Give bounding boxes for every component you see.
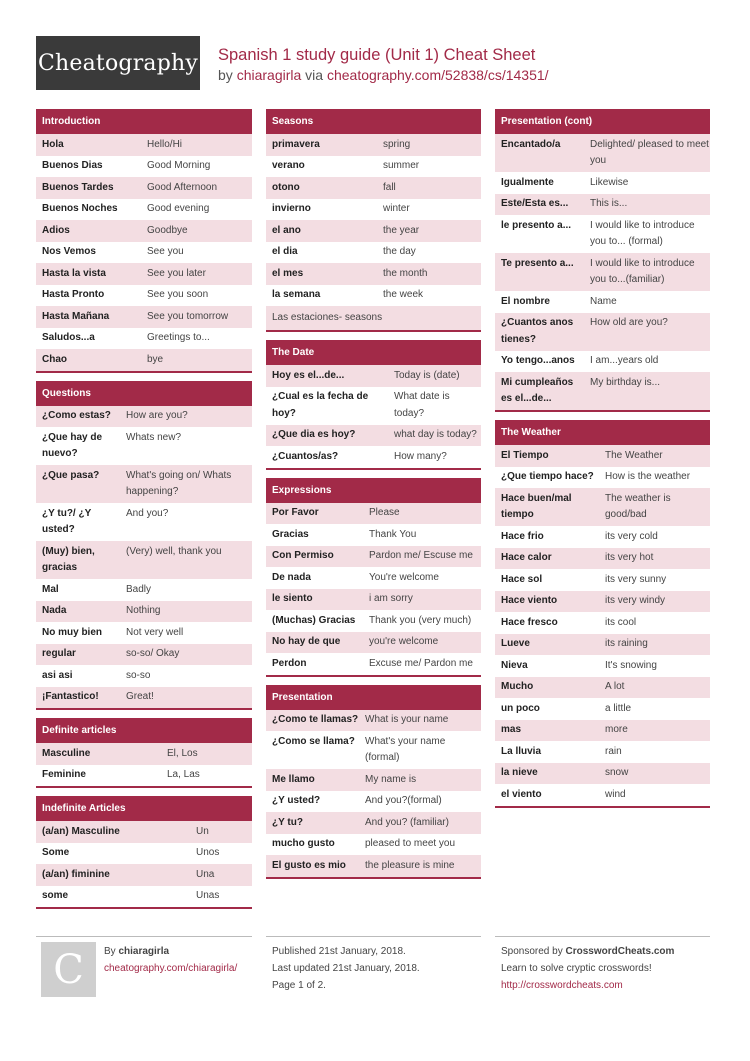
translation-cell: spring — [383, 138, 411, 150]
section-questions — [36, 381, 252, 711]
table-row — [495, 548, 710, 570]
table-row — [36, 465, 252, 503]
translation-cell: What is your name — [365, 714, 449, 725]
translation-cell: Unos — [196, 847, 220, 858]
section-title: Indefinite Articles — [36, 796, 252, 821]
term-cell: Perdon — [272, 657, 307, 669]
translation-cell: Delighted/ pleased to meet you — [590, 138, 709, 166]
translation-cell: rain — [605, 745, 622, 757]
term-cell: De nada — [272, 571, 311, 583]
translation-cell: fall — [383, 181, 396, 193]
table-row — [495, 569, 710, 591]
section-presentation — [266, 685, 481, 879]
translation-cell: summer — [383, 160, 420, 171]
table-row — [36, 406, 252, 428]
section-note: Las estaciones- seasons — [266, 306, 481, 330]
table-row — [36, 687, 252, 709]
section-indefinite-articles — [36, 796, 252, 909]
section-expressions — [266, 478, 481, 677]
term-cell: el viento — [501, 788, 542, 800]
translation-cell: Pardon me/ Escuse me — [369, 550, 473, 561]
table-row — [36, 328, 252, 350]
term-cell: Buenos Noches — [42, 203, 118, 214]
term-cell: El nombre — [501, 295, 550, 307]
column-2 — [266, 109, 481, 887]
term-cell: El gusto es mio — [272, 859, 346, 871]
footer-by-line — [104, 943, 252, 960]
translation-cell: Name — [590, 295, 617, 307]
table-row — [36, 134, 252, 156]
translation-cell: Whats new? — [126, 431, 182, 443]
term-cell: Hace calor — [501, 552, 552, 563]
term-cell: Encantado/a — [501, 138, 561, 150]
translation-cell: Greetings to... — [147, 332, 210, 343]
table-row — [266, 791, 481, 813]
table-row — [266, 589, 481, 611]
translation-cell: Please — [369, 507, 400, 518]
table-row — [266, 199, 481, 221]
table-row — [36, 263, 252, 285]
table-row — [36, 349, 252, 371]
table-row — [36, 644, 252, 666]
table-row — [36, 427, 252, 465]
translation-cell: Thank You — [369, 528, 417, 540]
table-row — [266, 524, 481, 546]
translation-cell: See you tomorrow — [147, 310, 229, 322]
translation-cell: What's going on/ Whats happening? — [126, 469, 232, 497]
table-row — [495, 655, 710, 677]
term-cell: mas — [501, 724, 522, 735]
term-cell: Igualmente — [501, 176, 554, 188]
term-cell: Hola — [42, 138, 64, 150]
sponsor-text: Learn to solve cryptic crosswords! — [501, 963, 652, 974]
translation-cell: How many? — [394, 450, 447, 462]
term-cell: ¿Que dia es hoy? — [272, 429, 356, 440]
table-row — [266, 834, 481, 856]
table-row — [266, 387, 481, 425]
author-profile-link[interactable]: cheatography.com/chiaragirla/ — [104, 963, 238, 974]
table-row — [36, 306, 252, 328]
updated-date: Last updated 21st January, 2018. — [272, 963, 420, 974]
translation-cell: so-so — [126, 669, 151, 681]
translation-cell: Thank you (very much) — [369, 614, 472, 626]
term-cell: Hasta Pronto — [42, 289, 105, 300]
table-row — [495, 677, 710, 699]
translation-cell: a little — [605, 702, 632, 714]
section-rows — [495, 445, 710, 806]
table-row — [495, 445, 710, 467]
translation-cell: Una — [196, 868, 215, 880]
term-cell: Hasta la vista — [42, 267, 106, 279]
table-row — [36, 821, 252, 843]
translation-cell: i am sorry — [369, 593, 413, 604]
translation-cell: winter — [383, 203, 410, 214]
table-row — [266, 134, 481, 156]
translation-cell: its cool — [605, 616, 637, 628]
term-cell: Mucho — [501, 681, 534, 692]
translation-cell: Today is (date) — [394, 369, 460, 381]
section-rows — [36, 821, 252, 907]
term-cell: some — [42, 890, 69, 901]
term-cell: No hay de que — [272, 636, 341, 647]
table-row — [495, 698, 710, 720]
translation-cell: the month — [383, 267, 428, 279]
table-row — [266, 769, 481, 791]
translation-cell: See you soon — [147, 289, 209, 300]
table-row — [266, 546, 481, 568]
section-title: Definite articles — [36, 718, 252, 743]
translation-cell: more — [605, 724, 628, 735]
table-row — [495, 215, 710, 253]
table-row — [36, 843, 252, 865]
section-title: Seasons — [266, 109, 481, 134]
published-date: Published 21st January, 2018. — [272, 946, 406, 957]
term-cell: Nada — [42, 605, 67, 616]
term-cell: Adios — [42, 224, 70, 236]
translation-cell: Good Morning — [147, 160, 211, 171]
section-rows — [495, 134, 710, 410]
translation-cell: You're welcome — [369, 571, 439, 583]
term-cell: otono — [272, 181, 300, 193]
table-row — [495, 591, 710, 613]
term-cell: (Muy) bien, gracias — [42, 545, 95, 573]
sheet-url-link[interactable]: cheatography.com/52838/cs/14351/ — [326, 67, 549, 83]
table-row — [36, 285, 252, 307]
table-row — [36, 220, 252, 242]
translation-cell: A lot — [605, 681, 625, 692]
table-row — [266, 263, 481, 285]
translation-cell: What's your name (formal) — [365, 735, 446, 763]
table-row — [495, 634, 710, 656]
translation-cell: And you?(formal) — [365, 795, 442, 806]
term-cell: Mal — [42, 583, 59, 595]
translation-cell: (Very) well, thank you — [126, 545, 222, 557]
translation-cell: How is the weather — [605, 471, 691, 482]
term-cell: regular — [42, 648, 76, 659]
term-cell: Hace buen/mal tiempo — [501, 492, 572, 520]
footer-author — [36, 936, 252, 996]
section-rows — [36, 134, 252, 371]
translation-cell: Un — [196, 825, 209, 837]
translation-cell: snow — [605, 767, 629, 778]
term-cell: (Muchas) Gracias — [272, 614, 356, 626]
term-cell: ¿Que hay de nuevo? — [42, 431, 103, 459]
author-avatar[interactable]: C — [41, 942, 96, 997]
table-row — [36, 743, 252, 765]
term-cell: Feminine — [42, 769, 86, 780]
section-introduction — [36, 109, 252, 373]
term-cell: ¿Y tu? — [272, 816, 303, 828]
translation-cell: Unas — [196, 890, 220, 901]
translation-cell: Excuse me/ Pardon me — [369, 657, 473, 669]
section-rows — [266, 710, 481, 877]
section-title: Presentation (cont) — [495, 109, 710, 134]
translation-cell: See you later — [147, 267, 206, 279]
translation-cell: so-so/ Okay — [126, 648, 180, 659]
translation-cell: El, Los — [167, 747, 198, 759]
translation-cell: the day — [383, 246, 416, 257]
term-cell: ¿Como se llama? — [272, 735, 355, 747]
translation-cell: How are you? — [126, 410, 188, 421]
translation-cell: I would like to introduce you to...(familiar) — [590, 257, 695, 285]
term-cell: Yo tengo...anos — [501, 355, 575, 366]
term-cell: La lluvia — [501, 745, 542, 757]
table-row — [495, 526, 710, 548]
via-label: via — [305, 67, 324, 83]
section-title: Questions — [36, 381, 252, 406]
term-cell: Con Permiso — [272, 550, 334, 561]
term-cell: un poco — [501, 702, 540, 714]
translation-cell: See you — [147, 246, 184, 257]
translation-cell: La, Las — [167, 769, 200, 780]
term-cell: la nieve — [501, 767, 538, 778]
term-cell: Masculine — [42, 747, 91, 759]
table-row — [36, 541, 252, 579]
term-cell: Some — [42, 847, 70, 858]
table-row — [266, 632, 481, 654]
section-title: The Weather — [495, 420, 710, 445]
term-cell: ¿Cuantos/as? — [272, 450, 339, 462]
table-row — [266, 567, 481, 589]
term-cell: Hasta Mañana — [42, 310, 110, 322]
term-cell: Nos Vemos — [42, 246, 96, 257]
term-cell: ¿Como te llamas? — [272, 714, 359, 725]
term-cell: Buenos Dias — [42, 160, 103, 171]
table-row — [495, 741, 710, 763]
table-row — [266, 242, 481, 264]
translation-cell: It's snowing — [605, 659, 657, 671]
section-rows — [36, 406, 252, 709]
translation-cell: What date is today? — [394, 391, 450, 419]
column-1 — [36, 109, 252, 917]
table-row — [495, 720, 710, 742]
table-row — [495, 763, 710, 785]
term-cell: ¿Como estas? — [42, 410, 111, 421]
term-cell: Mi cumpleaños es el...de... — [501, 376, 574, 404]
translation-cell: Good evening — [147, 203, 210, 214]
table-row — [495, 612, 710, 634]
term-cell: Hace viento — [501, 595, 558, 606]
section-rows — [266, 134, 481, 306]
table-row — [36, 579, 252, 601]
page-title: Spanish 1 study guide (Unit 1) Cheat Sheet — [218, 46, 536, 64]
term-cell: ¿Que pasa? — [42, 469, 100, 481]
term-cell: mucho gusto — [272, 838, 335, 849]
table-row — [495, 784, 710, 806]
section-the-date — [266, 340, 481, 470]
table-row — [36, 765, 252, 787]
term-cell: la semana — [272, 289, 321, 300]
translation-cell: its raining — [605, 638, 648, 649]
term-cell: Este/Esta es... — [501, 198, 569, 209]
translation-cell: The Weather — [605, 449, 663, 461]
table-row — [495, 372, 710, 410]
translation-cell: Hello/Hi — [147, 138, 183, 150]
translation-cell: bye — [147, 353, 164, 365]
table-row — [495, 134, 710, 172]
translation-cell: Great! — [126, 691, 154, 702]
term-cell: ¿Cual es la fecha de hoy? — [272, 391, 369, 419]
term-cell: le siento — [272, 593, 313, 604]
footer-author-name: chiaragirla — [118, 946, 170, 957]
term-cell: Hace frio — [501, 530, 544, 542]
table-row — [495, 351, 710, 373]
page-number: Page 1 of 2. — [272, 980, 326, 991]
translation-cell: wind — [605, 788, 626, 800]
table-row — [266, 653, 481, 675]
term-cell: el mes — [272, 267, 304, 279]
section-the-weather — [495, 420, 710, 808]
table-row — [36, 156, 252, 178]
column-3 — [495, 109, 710, 816]
translation-cell: My name is — [365, 773, 417, 785]
sponsored-label: Sponsored by — [501, 946, 563, 957]
table-row — [36, 886, 252, 908]
page-subtitle — [218, 67, 549, 83]
translation-cell: what day is today? — [394, 429, 477, 440]
by-label: by — [218, 67, 233, 83]
table-row — [266, 855, 481, 877]
translation-cell: Good Afternoon — [147, 181, 218, 193]
section-rows — [36, 743, 252, 786]
term-cell: Te presento a... — [501, 257, 574, 269]
table-row — [266, 177, 481, 199]
term-cell: ¡Fantastico! — [42, 691, 99, 702]
table-row — [266, 812, 481, 834]
footer-sponsor — [495, 936, 710, 996]
cheatography-logo[interactable]: Cheatography — [36, 36, 200, 90]
translation-cell: the pleasure is mine — [365, 859, 455, 871]
term-cell: Chao — [42, 353, 67, 365]
table-row — [36, 601, 252, 623]
table-row — [495, 172, 710, 194]
table-row — [266, 156, 481, 178]
term-cell: Por Favor — [272, 507, 319, 518]
term-cell: asi asi — [42, 669, 73, 681]
term-cell: ¿Cuantos anos tienes? — [501, 317, 574, 345]
table-row — [495, 488, 710, 526]
translation-cell: its very hot — [605, 552, 654, 563]
author-link[interactable]: chiaragirla — [236, 67, 302, 83]
translation-cell: I am...years old — [590, 355, 659, 366]
section-title: Introduction — [36, 109, 252, 134]
term-cell: ¿Y tu?/ ¿Y usted? — [42, 507, 92, 535]
translation-cell: The weather is good/bad — [605, 492, 671, 520]
table-row — [266, 503, 481, 525]
term-cell: le presento a... — [501, 219, 572, 231]
translation-cell: Goodbye — [147, 224, 188, 236]
table-row — [495, 253, 710, 291]
term-cell: ¿Que tiempo hace? — [501, 471, 594, 482]
term-cell: Lueve — [501, 638, 530, 649]
translation-cell: Not very well — [126, 626, 184, 638]
sponsor-link[interactable]: http://crosswordcheats.com — [501, 980, 623, 991]
translation-cell: its very windy — [605, 595, 666, 606]
table-row — [266, 731, 481, 769]
section-definite-articles — [36, 718, 252, 788]
table-row — [36, 242, 252, 264]
term-cell: ¿Y usted? — [272, 795, 321, 806]
section-seasons — [266, 109, 481, 332]
translation-cell: This is... — [590, 198, 628, 209]
translation-cell: Nothing — [126, 605, 161, 616]
translation-cell: Likewise — [590, 176, 629, 188]
term-cell: El Tiempo — [501, 449, 549, 461]
table-row — [266, 285, 481, 307]
table-row — [495, 313, 710, 351]
term-cell: Nieva — [501, 659, 528, 671]
translation-cell: its very cold — [605, 530, 658, 542]
translation-cell: you're welcome — [369, 636, 439, 647]
page-header — [36, 36, 716, 92]
term-cell: el ano — [272, 224, 301, 236]
term-cell: Buenos Tardes — [42, 181, 114, 193]
term-cell: Saludos...a — [42, 332, 95, 343]
translation-cell: And you? — [126, 507, 169, 519]
section-rows — [266, 503, 481, 675]
translation-cell: How old are you? — [590, 317, 668, 328]
table-row — [266, 710, 481, 732]
table-row — [266, 365, 481, 387]
translation-cell: pleased to meet you — [365, 838, 456, 849]
sponsor-name: CrosswordCheats.com — [565, 946, 675, 957]
table-row — [36, 864, 252, 886]
translation-cell: the year — [383, 224, 420, 236]
footer-by-label: By — [104, 946, 116, 957]
table-row — [266, 220, 481, 242]
term-cell: (a/an) Masculine — [42, 825, 120, 837]
term-cell: Gracias — [272, 528, 309, 540]
term-cell: Hace sol — [501, 573, 543, 585]
table-row — [36, 503, 252, 541]
table-row — [495, 467, 710, 489]
table-row — [266, 425, 481, 447]
section-title: Presentation — [266, 685, 481, 710]
table-row — [495, 194, 710, 216]
translation-cell: Badly — [126, 583, 152, 595]
table-row — [266, 446, 481, 468]
section-rows — [266, 365, 481, 468]
table-row — [36, 665, 252, 687]
translation-cell: its very sunny — [605, 573, 667, 585]
table-row — [266, 610, 481, 632]
section-title: The Date — [266, 340, 481, 365]
section-presentation-cont — [495, 109, 710, 412]
table-row — [36, 199, 252, 221]
translation-cell: the week — [383, 289, 424, 300]
translation-cell: And you? (familiar) — [365, 816, 449, 828]
section-title: Expressions — [266, 478, 481, 503]
translation-cell: I would like to introduce you to... (formal) — [590, 219, 695, 247]
table-row — [495, 291, 710, 313]
table-row — [36, 622, 252, 644]
term-cell: Hoy es el...de... — [272, 369, 345, 381]
sponsor-line — [501, 943, 710, 960]
term-cell: Hace fresco — [501, 616, 558, 628]
term-cell: No muy bien — [42, 626, 103, 638]
term-cell: invierno — [272, 203, 311, 214]
table-row — [36, 177, 252, 199]
footer-dates — [266, 936, 481, 996]
translation-cell: My birthday is... — [590, 376, 661, 388]
term-cell: primavera — [272, 138, 320, 150]
term-cell: el dia — [272, 246, 298, 257]
term-cell: (a/an) fiminine — [42, 868, 110, 880]
term-cell: Me llamo — [272, 773, 315, 785]
term-cell: verano — [272, 160, 305, 171]
